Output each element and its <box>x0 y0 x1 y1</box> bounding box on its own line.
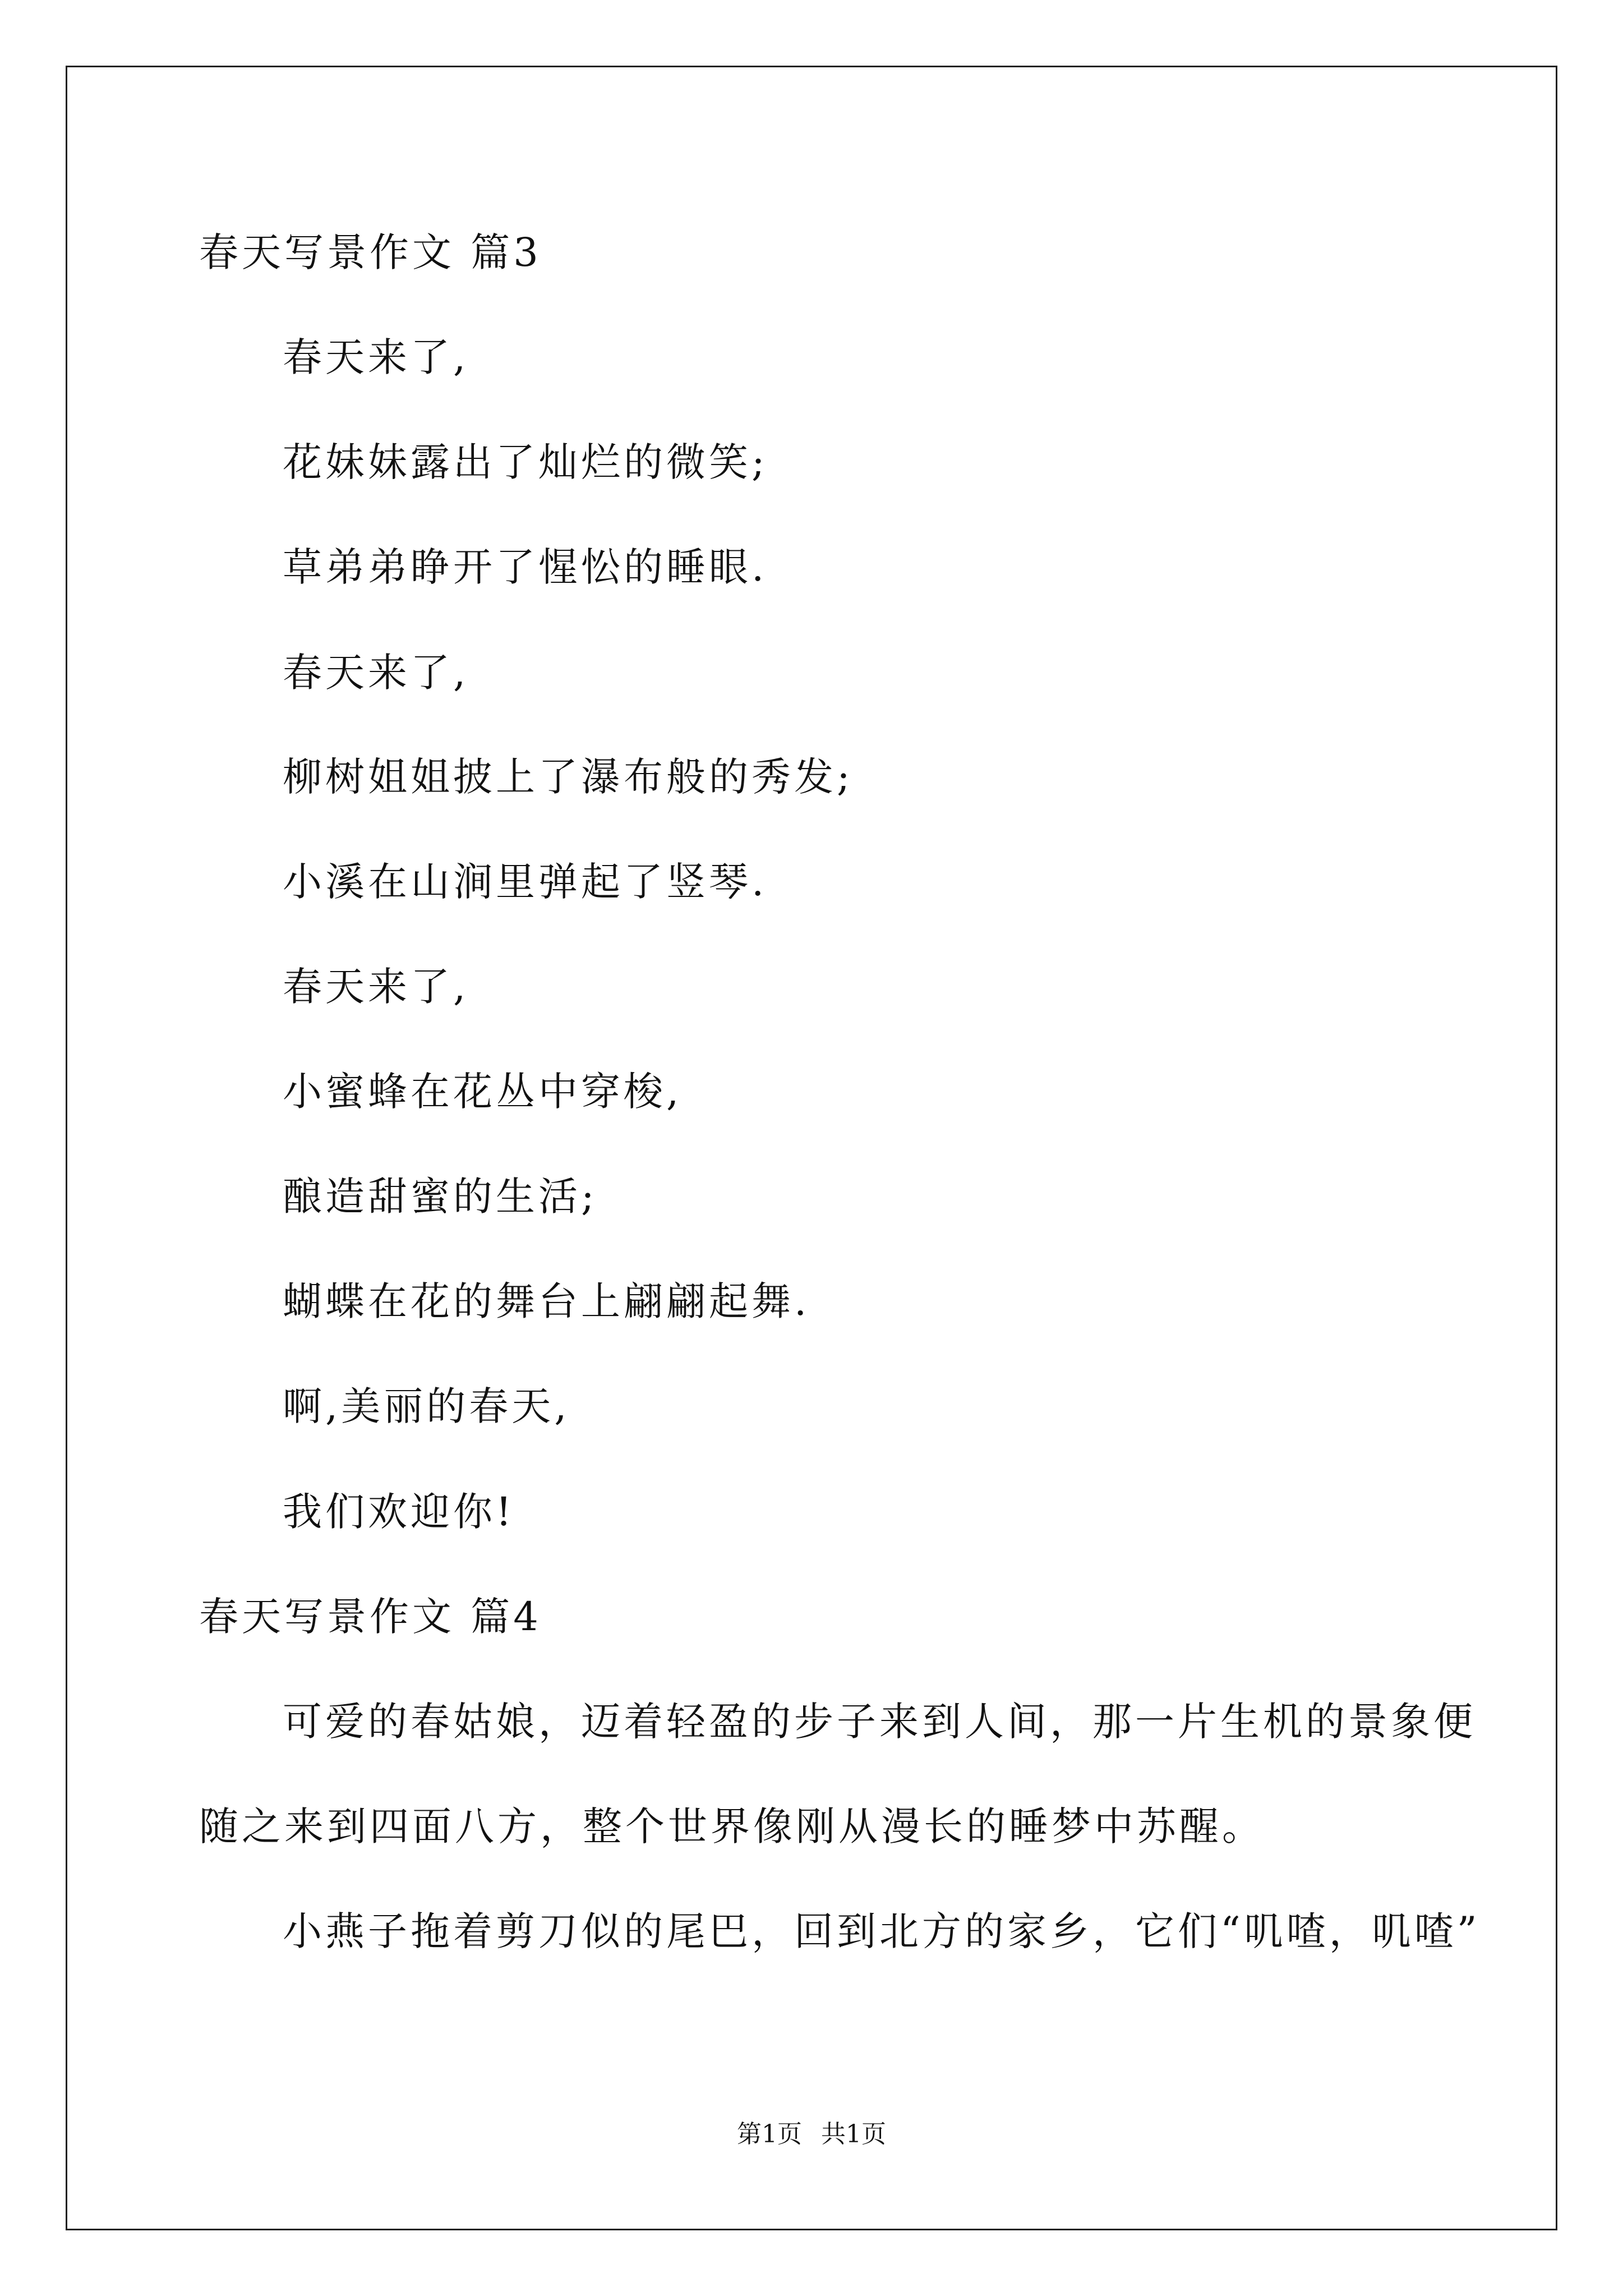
page-frame <box>66 66 1557 2230</box>
page-total: 共1页 <box>821 2120 886 2148</box>
paragraph-line: 春天来了, <box>283 964 469 1010</box>
paragraph-line: 柳树姐姐披上了瀑布般的秀发; <box>283 754 854 800</box>
paragraph-line: 酿造甜蜜的生活; <box>283 1174 598 1220</box>
paragraph-line: 可爱的春姑娘，迈着轻盈的步子来到人间，那一片生机的景象便 <box>283 1699 1476 1745</box>
paragraph-line: 小溪在山涧里弹起了竖琴. <box>283 859 768 905</box>
paragraph-line: 春天来了, <box>283 650 469 696</box>
section-heading: 春天写景作文 篇3 <box>199 229 542 275</box>
paragraph-line: 随之来到四面八方，整个世界像刚从漫长的睡梦中苏醒。 <box>199 1803 1265 1849</box>
section-heading: 春天写景作文 篇4 <box>199 1594 542 1640</box>
page-number: 第1页 <box>737 2120 802 2148</box>
paragraph-line: 小燕子拖着剪刀似的尾巴，回到北方的家乡，它们“叽喳，叽喳” <box>283 1908 1481 1954</box>
paragraph-line: 春天来了, <box>283 334 469 380</box>
paragraph-line: 花妹妹露出了灿烂的微笑; <box>283 439 768 485</box>
paragraph-line: 我们欢迎你! <box>283 1489 515 1535</box>
paragraph-line: 啊,美丽的春天, <box>283 1383 570 1429</box>
paragraph-line: 小蜜蜂在花丛中穿梭, <box>283 1069 683 1115</box>
paragraph-line: 草弟弟睁开了惺忪的睡眼. <box>283 544 768 590</box>
paragraph-line: 蝴蝶在花的舞台上翩翩起舞. <box>283 1278 810 1324</box>
page-footer <box>0 2122 1623 2147</box>
